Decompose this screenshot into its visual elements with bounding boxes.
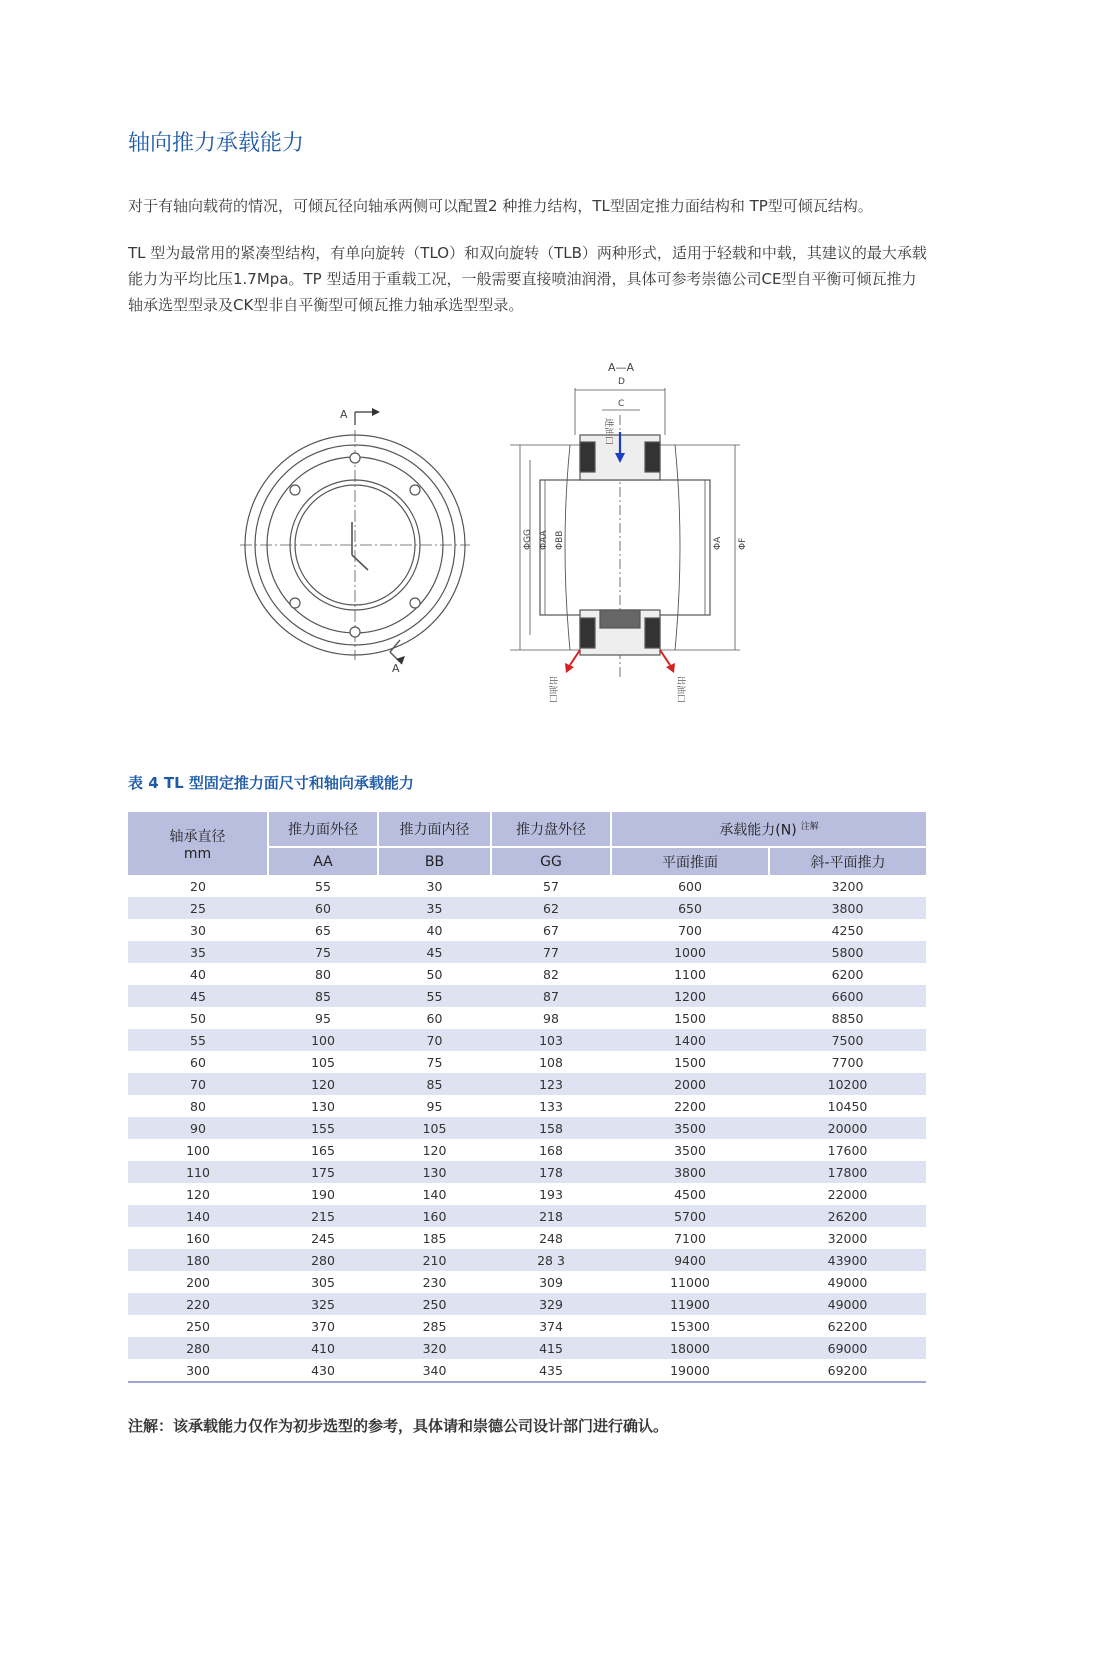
table-row [128, 1271, 926, 1293]
diameter-cell: 220 [128, 1293, 268, 1315]
flat-capacity-cell: 18000 [611, 1337, 769, 1359]
table-row [128, 875, 926, 897]
bb-cell: 40 [426, 922, 443, 938]
gg-cell: 57 [543, 878, 559, 894]
flat-capacity-cell: 3500 [611, 1117, 769, 1139]
inclined-capacity-cell: 49000 [827, 1274, 868, 1290]
diameter-cell: 35 [128, 941, 268, 963]
table-row [128, 1337, 926, 1359]
description-paragraph: TL 型为最常用的紧凑型结构，有单向旋转（TLO）和双向旋转（TLB）两种形式，适用于轻载和中载，其建议的最大承载能力为平均比压1.7Mpa。TP 型适用于重载工况，一般需要直接喷油润滑，具体可参考崇德公司CE型自平衡可倾瓦推力轴承选型型录及CK型非自平衡型可倾瓦推力轴承选型型录。 [128, 244, 927, 314]
bb-cell: 75 [426, 1054, 443, 1070]
inclined-capacity-cell: 8850 [831, 1010, 864, 1026]
bb-cell: 95 [426, 1098, 443, 1114]
aa-cell: 65 [315, 922, 331, 938]
flat-capacity-cell: 650 [611, 897, 769, 919]
gg-cell: 28 3 [491, 1249, 611, 1271]
aa-cell: 245 [311, 1230, 335, 1246]
table-row [128, 1161, 926, 1183]
table-row [128, 1205, 926, 1227]
page-title: 轴向推力承载能力 [128, 131, 305, 156]
dim-c-label: C [618, 399, 625, 409]
diameter-cell: 60 [190, 1054, 206, 1070]
flat-capacity-cell: 15300 [670, 1318, 710, 1334]
section-marker-bottom: A [392, 662, 400, 675]
gg-cell: 87 [491, 985, 611, 1007]
dim-aa-label: ΦAA [539, 530, 549, 550]
table-caption: 表 4 TL 型固定推力面尺寸和轴向承载能力 [128, 774, 414, 792]
section-arrow-top-icon [372, 408, 380, 416]
bb-cell: 340 [422, 1362, 447, 1378]
bb-cell: 105 [378, 1117, 491, 1139]
diameter-cell: 30 [190, 922, 206, 938]
aa-cell: 75 [268, 941, 378, 963]
header-bb: BB [378, 847, 491, 875]
table-row [128, 1139, 926, 1161]
bb-cell: 120 [422, 1142, 447, 1158]
diameter-cell: 20 [190, 878, 206, 894]
gg-cell: 62 [491, 897, 611, 919]
inclined-capacity-cell: 5800 [769, 941, 926, 963]
flat-capacity-cell: 11000 [670, 1274, 710, 1290]
dim-f-label: ΦF [738, 537, 748, 550]
header-gg-title: 推力盘外径 [491, 811, 611, 847]
bb-cell: 320 [378, 1337, 491, 1359]
table-row [128, 1315, 926, 1337]
aa-cell: 80 [315, 966, 331, 982]
bb-cell: 130 [378, 1161, 491, 1183]
gg-cell: 123 [491, 1073, 611, 1095]
bb-cell: 30 [426, 878, 443, 894]
inclined-capacity-cell: 6600 [769, 985, 926, 1007]
aa-cell: 410 [268, 1337, 378, 1359]
inclined-capacity-cell: 17600 [827, 1142, 868, 1158]
table-row [128, 963, 926, 985]
flat-capacity-cell: 2000 [611, 1073, 769, 1095]
bb-cell: 140 [422, 1186, 447, 1202]
inclined-capacity-cell: 49000 [769, 1293, 926, 1315]
aa-cell: 85 [268, 985, 378, 1007]
bb-cell: 50 [426, 966, 443, 982]
outlet-arrow-left-line [570, 650, 580, 665]
header-aa-title: 推力面外径 [268, 811, 378, 847]
section-title: A—A [608, 361, 635, 374]
flat-capacity-cell: 5700 [611, 1205, 769, 1227]
flat-capacity-cell: 9400 [611, 1249, 769, 1271]
outlet-arrow-right-line [660, 650, 670, 665]
table-row [128, 897, 926, 919]
header-capacity [611, 811, 926, 847]
inclined-capacity-cell: 69200 [827, 1362, 868, 1378]
gg-cell: 329 [491, 1293, 611, 1315]
flat-capacity-cell: 3500 [674, 1142, 706, 1158]
flat-capacity-cell: 1500 [674, 1054, 706, 1070]
table-row [128, 1007, 926, 1029]
aa-cell: 105 [311, 1054, 335, 1070]
spec-table-header [128, 811, 926, 875]
aa-cell: 280 [268, 1249, 378, 1271]
diameter-cell: 70 [128, 1073, 268, 1095]
header-capacity-note: 注解 [800, 821, 819, 832]
flat-capacity-cell: 700 [678, 922, 702, 938]
aa-cell: 60 [268, 897, 378, 919]
gg-cell: 77 [491, 941, 611, 963]
aa-cell: 325 [268, 1293, 378, 1315]
table-row [128, 1359, 926, 1382]
inclined-capacity-cell: 43900 [769, 1249, 926, 1271]
bearing-drawing-svg [240, 360, 780, 720]
table-row [128, 1227, 926, 1249]
flat-capacity-cell: 1500 [674, 1010, 706, 1026]
diameter-cell: 25 [128, 897, 268, 919]
header-diameter [128, 811, 268, 875]
bb-cell: 35 [378, 897, 491, 919]
aa-cell: 95 [315, 1010, 331, 1026]
inclined-capacity-cell: 3800 [769, 897, 926, 919]
gg-cell: 248 [539, 1230, 563, 1246]
diameter-cell: 40 [190, 966, 206, 982]
flat-capacity-cell: 7100 [674, 1230, 706, 1246]
bb-cell: 85 [378, 1073, 491, 1095]
diameter-cell: 120 [186, 1186, 210, 1202]
gg-cell: 98 [543, 1010, 559, 1026]
gg-cell: 178 [491, 1161, 611, 1183]
table-row [128, 1249, 926, 1271]
table-row [128, 919, 926, 941]
flat-capacity-cell: 4500 [674, 1186, 706, 1202]
aa-cell: 55 [315, 878, 331, 894]
bb-cell: 250 [378, 1293, 491, 1315]
gg-cell: 374 [539, 1318, 563, 1334]
dim-bb-label: ΦBB [555, 530, 565, 550]
section-view [510, 361, 740, 680]
bb-cell: 185 [422, 1230, 447, 1246]
diameter-cell: 110 [128, 1161, 268, 1183]
table-row [128, 1051, 926, 1073]
inclined-capacity-cell: 3200 [831, 878, 864, 894]
bearing-drawing [240, 360, 780, 720]
diameter-cell: 140 [128, 1205, 268, 1227]
aa-cell: 190 [311, 1186, 335, 1202]
table-row [128, 1029, 926, 1051]
table-row [128, 1117, 926, 1139]
inclined-capacity-cell: 17800 [769, 1161, 926, 1183]
gg-cell: 133 [539, 1098, 563, 1114]
aa-cell: 130 [311, 1098, 335, 1114]
diameter-cell: 55 [128, 1029, 268, 1051]
table-row [128, 1183, 926, 1205]
diameter-cell: 300 [186, 1362, 210, 1378]
flat-capacity-cell: 600 [678, 878, 702, 894]
inclined-capacity-cell: 6200 [831, 966, 864, 982]
table-row [128, 985, 926, 1007]
diameter-cell: 200 [186, 1274, 210, 1290]
flat-capacity-cell: 19000 [670, 1362, 710, 1378]
aa-cell: 215 [268, 1205, 378, 1227]
gg-cell: 67 [543, 922, 559, 938]
flat-capacity-cell: 1100 [674, 966, 706, 982]
bb-cell: 55 [378, 985, 491, 1007]
flat-capacity-cell: 3800 [611, 1161, 769, 1183]
inclined-capacity-cell: 69000 [769, 1337, 926, 1359]
header-inclined: 斜-平面推力 [769, 847, 926, 875]
aa-cell: 370 [311, 1318, 335, 1334]
outlet-label-right: 出油口 [675, 676, 685, 704]
bb-cell: 285 [422, 1318, 447, 1334]
bb-cell: 45 [378, 941, 491, 963]
inclined-capacity-cell: 10200 [769, 1073, 926, 1095]
diameter-cell: 250 [186, 1318, 210, 1334]
table-row [128, 941, 926, 963]
gg-cell: 108 [539, 1054, 563, 1070]
aa-cell: 155 [268, 1117, 378, 1139]
header-bb-title: 推力面内径 [378, 811, 491, 847]
gg-cell: 415 [491, 1337, 611, 1359]
flat-capacity-cell: 1000 [611, 941, 769, 963]
table-row [128, 1293, 926, 1315]
header-aa: AA [268, 847, 378, 875]
front-view [240, 412, 470, 664]
outlet-label-left: 出油口 [547, 676, 557, 704]
dim-gg-label: ΦGG [523, 528, 533, 550]
diameter-cell: 180 [128, 1249, 268, 1271]
table-row [128, 1095, 926, 1117]
dim-d-label: D [618, 377, 625, 387]
flat-capacity-cell: 1400 [611, 1029, 769, 1051]
flat-capacity-cell: 1200 [611, 985, 769, 1007]
header-flat: 平面推面 [611, 847, 769, 875]
gg-cell: 309 [539, 1274, 563, 1290]
bb-cell: 70 [378, 1029, 491, 1051]
inclined-capacity-cell: 26200 [769, 1205, 926, 1227]
inclined-capacity-cell: 20000 [769, 1117, 926, 1139]
inclined-capacity-cell: 10450 [827, 1098, 868, 1114]
header-diameter-label: 轴承直径 [169, 828, 226, 845]
bb-cell: 60 [426, 1010, 443, 1026]
inclined-capacity-cell: 4250 [831, 922, 864, 938]
gg-cell: 218 [491, 1205, 611, 1227]
inclined-capacity-cell: 32000 [827, 1230, 868, 1246]
flat-capacity-cell: 2200 [674, 1098, 706, 1114]
aa-cell: 120 [268, 1073, 378, 1095]
table-row [128, 1073, 926, 1095]
inlet-label: 进油口 [603, 418, 613, 446]
gg-cell: 435 [539, 1362, 563, 1378]
spec-table [128, 810, 926, 1383]
diameter-cell: 280 [128, 1337, 268, 1359]
intro-paragraph: 对于有轴向载荷的情况，可倾瓦径向轴承两侧可以配置2 种推力结构，TL型固定推力面结构和 TP型可倾瓦结构。 [128, 197, 873, 215]
header-diameter-unit: mm [183, 845, 212, 862]
aa-cell: 165 [311, 1142, 335, 1158]
inclined-capacity-cell: 22000 [827, 1186, 868, 1202]
gg-cell: 103 [491, 1029, 611, 1051]
header-gg: GG [491, 847, 611, 875]
gg-cell: 168 [539, 1142, 563, 1158]
bb-cell: 160 [378, 1205, 491, 1227]
aa-cell: 430 [311, 1362, 335, 1378]
inclined-capacity-cell: 62200 [827, 1318, 868, 1334]
footnote: 注解：该承载能力仅作为初步选型的参考，具体请和崇德公司设计部门进行确认。 [128, 1417, 669, 1435]
inclined-capacity-cell: 7700 [831, 1054, 864, 1070]
diameter-cell: 45 [128, 985, 268, 1007]
diameter-cell: 100 [186, 1142, 210, 1158]
inclined-capacity-cell: 7500 [769, 1029, 926, 1051]
diameter-cell: 50 [190, 1010, 206, 1026]
bb-cell: 230 [422, 1274, 447, 1290]
gg-cell: 82 [543, 966, 559, 982]
diameter-cell: 90 [128, 1117, 268, 1139]
bb-cell: 210 [378, 1249, 491, 1271]
spec-table-body [128, 875, 926, 1382]
flat-capacity-cell: 11900 [611, 1293, 769, 1315]
aa-cell: 175 [268, 1161, 378, 1183]
gg-cell: 158 [491, 1117, 611, 1139]
gg-cell: 193 [539, 1186, 563, 1202]
header-capacity-label: 承载能力(N) [719, 822, 797, 839]
aa-cell: 305 [311, 1274, 335, 1290]
dim-a-label: ΦA [713, 536, 723, 550]
diameter-cell: 80 [190, 1098, 206, 1114]
aa-cell: 100 [268, 1029, 378, 1051]
section-marker-top: A [340, 408, 348, 421]
diameter-cell: 160 [186, 1230, 210, 1246]
